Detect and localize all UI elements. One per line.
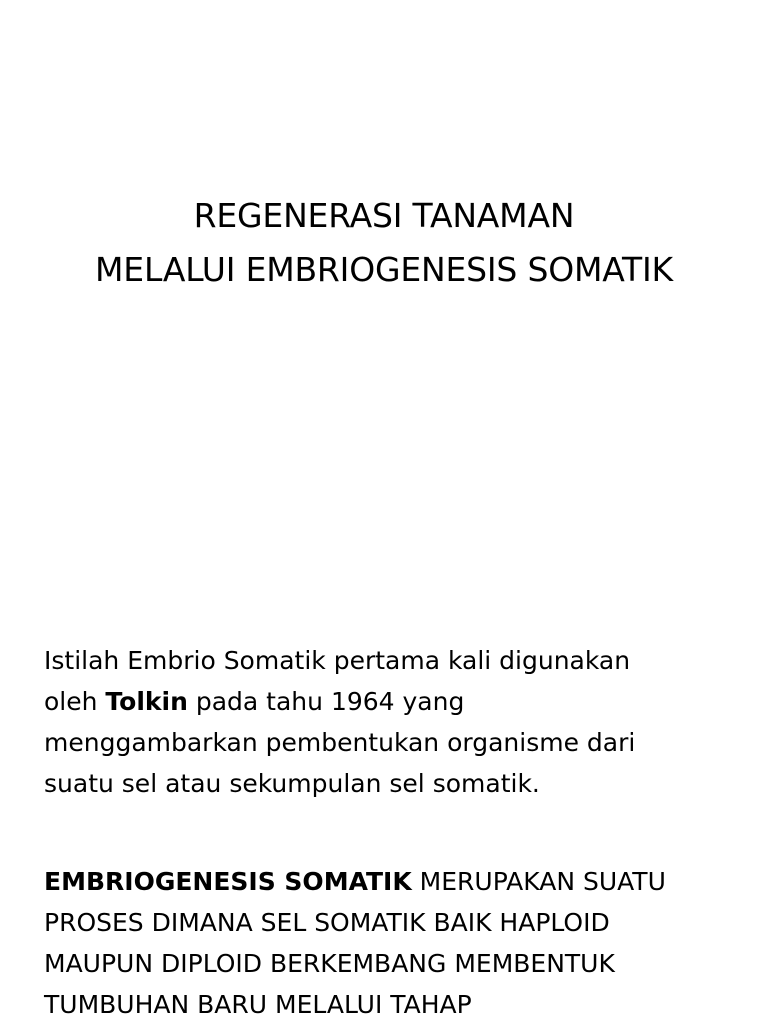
paragraph-1-line-1: Istilah Embrio Somatik pertama kali digunakan xyxy=(44,646,631,675)
paragraph-2-line-2: PROSES DIMANA SEL SOMATIK BAIK HAPLOID xyxy=(44,908,610,937)
paragraph-embrio-somatik xyxy=(44,640,717,804)
paragraph-embriogenesis-definition xyxy=(44,861,717,1025)
paragraph-2-line-3: MAUPUN DIPLOID BERKEMBANG MEMBENTUK xyxy=(44,949,615,978)
paragraph-1-line-2 xyxy=(44,681,717,722)
paragraph-1-word-oleh: oleh xyxy=(44,687,98,716)
title-line-2: MELALUI EMBRIOGENESIS SOMATIK xyxy=(95,250,673,289)
paragraph-2-line-4: TUMBUHAN BARU MELALUI TAHAP xyxy=(44,990,472,1019)
paragraph-1-line-4: suatu sel atau sekumpulan sel somatik. xyxy=(44,769,540,798)
paragraph-1-line-2-rest: pada tahu 1964 yang xyxy=(195,687,465,716)
paragraph-1-line-3: menggambarkan pembentukan organisme dari xyxy=(44,728,636,757)
slide-title xyxy=(0,189,768,297)
title-line-1: REGENERASI TANAMAN xyxy=(193,196,575,235)
paragraph-2-line-1-rest: MERUPAKAN SUATU xyxy=(419,867,666,896)
term-embriogenesis-somatik: EMBRIOGENESIS SOMATIK xyxy=(44,867,412,896)
paragraph-2-line-1 xyxy=(44,861,717,902)
author-name: Tolkin xyxy=(105,687,188,716)
